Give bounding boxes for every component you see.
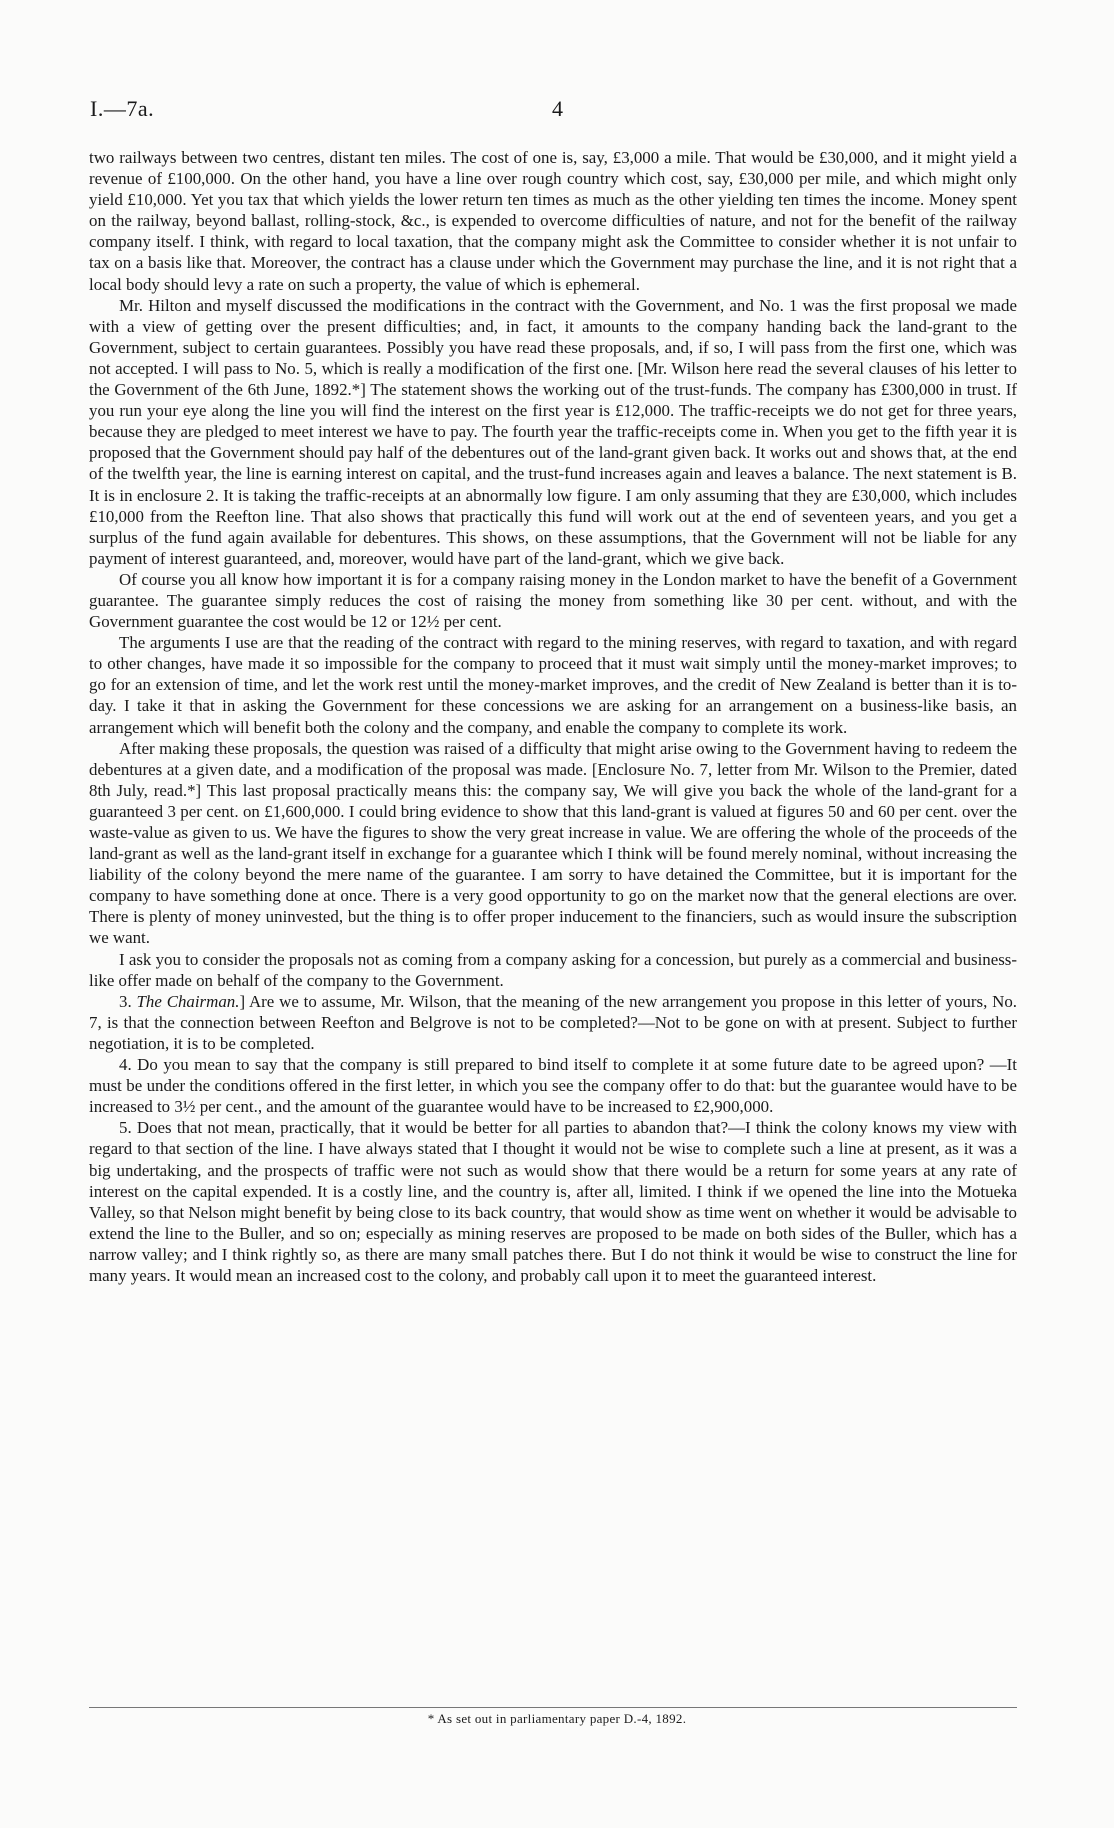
question-4: 4. Do you mean to say that the company is still prepared to bind itself to complete it at some future date to be agreed upon? —It must be under the conditions offered in the first letter, in which you see the company offer to do that: but the guarantee would have to be increased to 3½ per cent., and the amount of the guarantee would have to be increased to £2,900,000. <box>89 1055 1017 1117</box>
paragraph-continued: two railways between two centres, distant ten miles. The cost of one is, say, £3,000 a mile. That would be £30,000, and it might yield a revenue of £100,000. On the other hand, you have a line over rough country which cost, say, £30,000 per mile, and which might only yield £10,000. Yet you tax that which yields the lower return ten times as much as the other yielding ten times the income. Money spent on the railway, beyond ballast, rolling-stock, &c., is expended to overcome difficulties of nature, and not for the benefit of the railway company itself. I think, with regard to local taxation, that the company might ask the Committee to consider whether it is not unfair to tax on a basis like that. Moreover, the contract has a clause under which the Government may purchase the line, and it is not right that a local body should levy a rate on such a property, the value of which is ephemeral. <box>89 148 1017 294</box>
question-number: 3. <box>119 991 137 1011</box>
paragraph: Of course you all know how important it is for a company raising money in the London market to have the benefit of a Government guarantee. The guarantee simply reduces the cost of raising the money from something like 30 per cent. without, and with the Government guarantee the cost would be 12 or 12½ per cent. <box>89 569 1017 632</box>
footnote-divider <box>89 1707 1017 1708</box>
paragraph: Mr. Hilton and myself discussed the modifications in the contract with the Government, and No. 1 was the first proposal we made with a view of getting over the present difficulties; and, in fact, it amounts to the company handing back the land-grant to the Government, subject to certain guarantees. Possibly you have read these proposals, and, if so, I will pass from the first one, which was not accepted. I will pass to No. 5, which is really a modification of the first one. [Mr. Wilson here read the several clauses of his letter to the Government of the 6th June, 1892.*] The statement shows the working out of the trust-funds. The company has £300,000 in trust. If you run your eye along the line you will find the interest on the first year is £12,000. The traffic-receipts we do not get for three years, because they are pledged to meet interest we have to pay. The fourth year the traffic-receipts come in. When you get to the fifth year it is proposed that the Government should pay half of the debentures out of the land-grant given back. It works out and shows that, at the end of the twelfth year, the line is earning interest on capital, and the trust-fund increases again and leaves a balance. The next statement is B. It is in enclosure 2. It is taking the traffic-receipts at an abnormally low figure. I am only assuming that they are £30,000, which includes £10,000 from the Reefton line. That also shows that practically this fund will work out at the end of seventeen years, and you get a surplus of the fund again available for debentures. This shows, on these assumptions, that the Government will not be liable for any payment of interest guaranteed, and, moreover, would have part of the land-grant, which we give back. <box>89 295 1017 568</box>
footnote: * As set out in parliamentary paper D.-4, 1892. <box>427 1711 687 1726</box>
question-3 <box>89 991 1017 1054</box>
paragraph: After making these proposals, the question was raised of a difficulty that might arise owing to the Government having to redeem the debentures at a given date, and a modification of the proposal was made. [Enclosure No. 7, letter from Mr. Wilson to the Premier, dated 8th July, read.*] This last proposal practically means this: the company say, We will give you back the whole of the land-grant for a guaranteed 3 per cent. on £1,600,000. I could bring evidence to show that this land-grant is valued at figures 50 and 60 per cent. over the waste-value as given to us. We have the figures to show the very great increase in value. We are offering the whole of the proceeds of the land-grant as well as the land-grant itself in exchange for a guarantee which I think will be found merely nominal, without increasing the liability of the colony beyond the mere name of the guarantee. I am sorry to have detained the Committee, but it is important for the company to have something done at once. There is a very good opportunity to go on the market now that the general elections are over. There is plenty of money uninvested, but the thing is to offer proper inducement to the financiers, such as would insure the subscription we want. <box>89 738 1017 948</box>
body-text <box>89 147 1017 1286</box>
paper-reference: I.—7a. <box>90 96 155 121</box>
page-number: 4 <box>552 96 563 121</box>
question-text: ] Are we to assume, Mr. Wilson, that the meaning of the new arrangement you propose in this letter of yours, No. 7, is that the connection between Reefton and Belgrove is not to be completed?—Not to be gone on with at present. Subject to further negotiation, it is to be completed. <box>89 991 1017 1053</box>
paragraph: The arguments I use are that the reading of the contract with regard to the mining reserves, with regard to taxation, and with regard to other changes, have made it so impossible for the company to proceed that it must wait simply until the money-market improves; to go for an extension of time, and let the work rest until the money-market improves, and the credit of New Zealand is better than it is to-day. I take it that in asking the Government for these concessions we are asking for an arrangement on a business-like basis, an arrangement which will benefit both the colony and the company, and enable the company to complete its work. <box>89 633 1017 737</box>
question-5: 5. Does that not mean, practically, that it would be better for all parties to abandon that?—I think the colony knows my view with regard to that section of the line. I have always stated that I thought it would not be wise to complete such a line at present, as it was a big undertaking, and the prospects of traffic were not such as would show that there would be a return for some years at any rate of interest on the capital expended. It is a costly line, and the country is, after all, limited. I think if we opened the line into the Motueka Valley, so that Nelson might benefit by being close to its back country, that would show as time went on whether it would be advisable to extend the line to the Buller, and so on; especially as mining reserves are proposed to be made on both sides of the Buller, which has a narrow valley; and I think rightly so, as there are many small patches there. But I do not think it would be wise to construct the line for many years. It would mean an increased cost to the colony, and probably call upon it to meet the guaranteed interest. <box>89 1118 1017 1285</box>
page-header <box>90 96 1014 130</box>
paragraph: I ask you to consider the proposals not as coming from a company asking for a concession, but purely as a commercial and business-like offer made on behalf of the company to the Government. <box>89 949 1017 990</box>
speaker-name: The Chairman. <box>136 991 240 1011</box>
